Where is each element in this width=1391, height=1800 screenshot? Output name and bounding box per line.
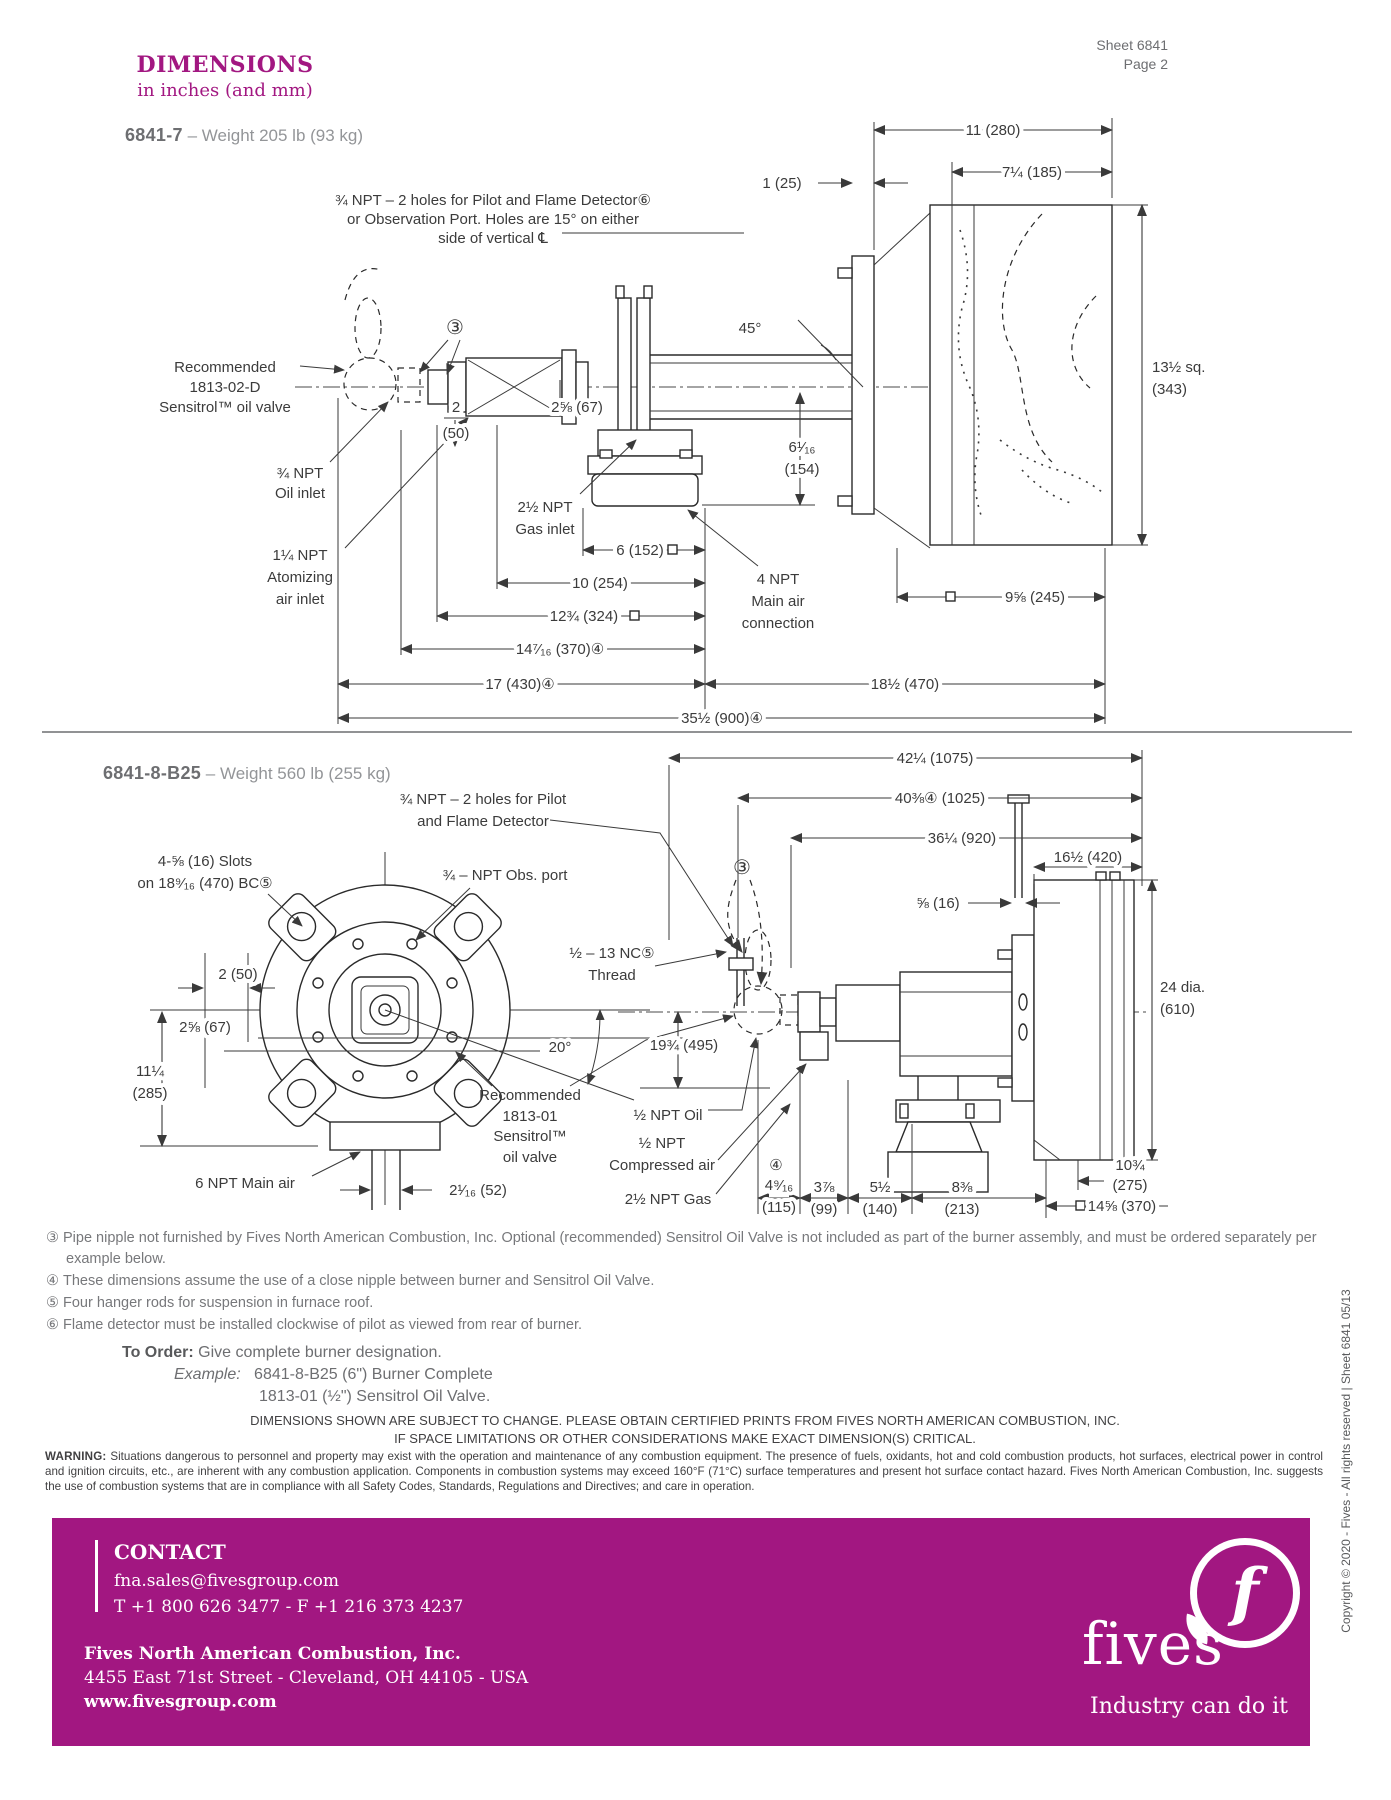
footnote-4-text: These dimensions assume the use of a close nipple between burner and Sensitrol Oil Valve. — [63, 1273, 655, 1289]
d1-dim-11: 11 (280) — [965, 122, 1021, 139]
d2-note3-marker: ③ — [733, 857, 751, 879]
d2-dim-14-58: 14⅝ (370) — [1087, 1198, 1157, 1215]
gas-train — [588, 430, 702, 506]
d1-dim-154: (154) — [784, 461, 820, 478]
d2-dim-3-78: 3⅞ — [813, 1179, 835, 1196]
d1-pilot-note-line2: or Observation Port. Holes are 15° on either — [347, 211, 639, 228]
drawing1-title — [125, 125, 363, 146]
d2-dim-2-116: 2¹⁄₁₆ (52) — [449, 1182, 507, 1199]
order-line — [122, 1342, 922, 1364]
d1-recommended-line3: Sensitrol™ oil valve — [159, 399, 291, 416]
change-notice-line1: DIMENSIONS SHOWN ARE SUBJECT TO CHANGE. PLEASE OBTAIN CERTIFIED PRINTS FROM FIVES NORTH AMERICAN COMBUSTION, INC. — [250, 1413, 1120, 1428]
footnote-6 — [46, 1315, 1362, 1336]
footnote-6-marker: ⑥ — [46, 1317, 59, 1333]
contact-email[interactable]: fna.sales@fivesgroup.com — [114, 1571, 339, 1591]
footnote-3-marker: ③ — [46, 1230, 59, 1246]
pedestal-2 — [888, 1076, 1000, 1192]
d2-thread-line1: ½ – 13 NC⑤ — [569, 945, 655, 962]
d2-dim-140: (140) — [862, 1201, 898, 1218]
contact-accent-bar — [95, 1540, 98, 1612]
contact-phone: T +1 800 626 3477 - F +1 216 373 4237 — [114, 1597, 464, 1617]
d1-dim-50: (50) — [442, 425, 470, 442]
d2-recommended-line3: Sensitrol™ — [493, 1128, 567, 1145]
d2-dim-11-14-line2: (285) — [132, 1085, 168, 1102]
d1-dim-6-116: 6¹⁄₁₆ — [788, 439, 816, 456]
d1-atomizing-line2: Atomizing — [267, 569, 333, 586]
d1-atomizing-line1: 1¼ NPT — [272, 547, 328, 564]
d1-pilot-note-line3: side of vertical ℄ — [438, 230, 548, 247]
d2-dim-19-34: 19¾ (495) — [649, 1037, 719, 1054]
d2-dim-5-12: 5½ — [869, 1179, 891, 1196]
warning-label: WARNING: — [45, 1450, 107, 1463]
d2-recommended-line1: Recommended — [479, 1087, 581, 1104]
drawing-6841-8-B25 — [132, 750, 1205, 1218]
order-example-label: Example: — [174, 1366, 241, 1383]
d2-obs-port-label: ¾ – NPT Obs. port — [442, 867, 568, 884]
sheet-reference — [968, 36, 1168, 74]
d1-dim-sq-line2: (343) — [1152, 381, 1188, 398]
d1-dim-6: 6 (152) — [616, 542, 664, 559]
mounting-plate — [798, 213, 930, 548]
page-title: DIMENSIONS — [136, 52, 314, 78]
d2-dim-4-916: 4⁹⁄₁₆ — [764, 1177, 794, 1194]
d1-dim-17: 17 (430)④ — [485, 676, 555, 693]
d1-dim-2: 2 — [451, 399, 461, 416]
order-text: Give complete burner designation. — [198, 1344, 442, 1361]
d2-angle-20: 20° — [548, 1039, 572, 1056]
page-subtitle: in inches (and mm) — [137, 80, 313, 101]
warning-text: Situations dangerous to personnel and property may exist with the operation and maintenance of any combustion equipment. The presence of fuels, oxidants, hot and cold combustion products, hot surfaces, electrical power in control and ignition circuits, etc., are inherent with any combustion application. Components in combustion systems may exceed 160°F (71°C) surface temperatures and present hot surface contact hazard. Fives North American Combustion, Inc. suggests the use of combustion systems that are in compliance with all Safety Codes, Standards, Regulations and Directives; and care in operation. — [45, 1450, 1323, 1493]
footnote-4-marker: ④ — [46, 1273, 59, 1289]
company-block — [84, 1642, 528, 1714]
page-number: Page 2 — [1123, 56, 1168, 72]
footnote-5 — [46, 1293, 1362, 1314]
d1-recommended-line1: Recommended — [174, 359, 276, 376]
footnote-6-text: Flame detector must be installed clockwise of pilot as viewed from rear of burner. — [63, 1317, 583, 1333]
drawing2-model: 6841-8-B25 — [103, 763, 202, 783]
footnotes — [46, 1228, 1362, 1337]
d2-dim-8-38: 8⅜ — [951, 1179, 973, 1196]
d1-atomizing-line3: air inlet — [275, 591, 325, 608]
d2-dim-42-14: 42¼ (1075) — [896, 750, 974, 767]
d2-recommended-line4: oil valve — [502, 1149, 558, 1166]
fives-tagline: Industry can do it — [1090, 1694, 1288, 1719]
d2-dim-40-38: 40⅜④ (1025) — [894, 790, 986, 807]
fives-logo-f: f — [1231, 1555, 1259, 1630]
contact-heading: CONTACT — [114, 1540, 226, 1564]
d1-gas-inlet-line1: 2½ NPT — [517, 499, 573, 516]
oil-valve-dashed — [344, 269, 420, 410]
change-notice — [20, 1412, 1350, 1448]
d2-dim-115: (115) — [762, 1199, 796, 1216]
footnote-5-text: Four hanger rods for suspension in furnace roof. — [63, 1295, 374, 1311]
footnote-3-text: Pipe nipple not furnished by Fives North American Combustion, Inc. Optional (recommended) Sensitrol Oil Valve is not included as part of the burner assembly, and must be ordered separately per example below. — [63, 1230, 1317, 1267]
d2-pilot-line2: and Flame Detector — [417, 813, 549, 830]
d2-pilot-line1: ¾ NPT – 2 holes for Pilot — [399, 791, 567, 808]
d1-oil-inlet-line2: Oil inlet — [274, 485, 326, 502]
d2-compressed-line2: Compressed air — [609, 1157, 715, 1174]
d2-dim-99: (99) — [810, 1201, 838, 1218]
burner-block-2 — [1034, 872, 1134, 1160]
drawing-6841-7 — [159, 118, 1205, 727]
d1-main-air-line3: connection — [741, 615, 815, 632]
d1-recommended-line2: 1813-02-D — [189, 379, 261, 396]
d1-dim-14-716: 14⁷⁄₁₆ (370)④ — [515, 641, 605, 658]
d2-note4-marker: ④ — [769, 1157, 783, 1174]
drawing1-weight: – Weight 205 lb (93 kg) — [187, 126, 364, 145]
order-section — [122, 1342, 922, 1408]
d1-oil-inlet-line1: ¾ NPT — [276, 465, 324, 482]
d2-gas-label: 2½ NPT Gas — [624, 1191, 712, 1208]
d2-dim-2: 2 (50) — [218, 966, 258, 983]
d1-gas-inlet-line2: Gas inlet — [515, 521, 575, 538]
d1-dim-10: 10 (254) — [572, 575, 628, 592]
d2-dim-58: ⅝ (16) — [916, 895, 960, 912]
footnote-3 — [46, 1228, 1362, 1270]
warning-paragraph — [45, 1450, 1323, 1494]
d2-dim-24-line1: 24 dia. — [1160, 979, 1206, 996]
d2-slots-line2: on 18⁹⁄₁₆ (470) BC⑤ — [137, 875, 273, 892]
order-label: To Order: — [122, 1344, 194, 1361]
order-example-line1 — [122, 1364, 922, 1386]
d1-dim-9-58: 9⅝ (245) — [1004, 589, 1066, 606]
furnace-block — [930, 205, 1112, 545]
d1-dim-18-12: 18½ (470) — [870, 676, 940, 693]
d1-dim-35-12: 35½ (900)④ — [681, 710, 763, 727]
d1-main-air-line1: 4 NPT — [756, 571, 800, 588]
d1-note3-marker: ③ — [446, 317, 464, 339]
d1-dim-2-58: 2⅝ (67) — [551, 399, 603, 416]
d1-dim-sq-line1: 13½ sq. — [1152, 359, 1206, 376]
order-example-item1: 6841-8-B25 (6") Burner Complete — [254, 1366, 493, 1383]
company-website[interactable]: www.fivesgroup.com — [84, 1692, 277, 1712]
d2-recommended-line2: 1813-01 — [502, 1108, 558, 1125]
fives-wordmark: fives — [1082, 1610, 1224, 1678]
hanger-rod — [1008, 795, 1029, 898]
d2-oil-label: ½ NPT Oil — [633, 1107, 703, 1124]
d1-main-air-line2: Main air — [751, 593, 805, 610]
d1-dim-12-34: 12¾ (324) — [549, 608, 619, 625]
d2-dim-24-line2: (610) — [1160, 1001, 1196, 1018]
d2-dim-10-34-line1: 10¾ — [1115, 1157, 1145, 1174]
d2-dim-36-14: 36¼ (920) — [927, 830, 997, 847]
d2-dim-213: (213) — [944, 1201, 980, 1218]
footer-band — [52, 1518, 1310, 1746]
copyright-sidebar: Copyright © 2020 - Fives - All rights reserved | Sheet 6841 05/13 — [1339, 1289, 1353, 1633]
footnote-4 — [46, 1271, 1362, 1292]
d1-dim-7-14: 7¼ (185) — [1001, 164, 1063, 181]
d2-thread-line2: Thread — [588, 967, 636, 984]
drawing1-model: 6841-7 — [125, 125, 183, 145]
order-example-item2: 1813-01 (½") Sensitrol Oil Valve. — [259, 1388, 491, 1405]
sheet-number: Sheet 6841 — [1096, 37, 1168, 53]
d1-pilot-note-line1: ¾ NPT – 2 holes for Pilot and Flame Detector⑥ — [335, 192, 651, 209]
d2-dim-16-12: 16½ (420) — [1053, 849, 1123, 866]
drawing2-title — [103, 763, 391, 784]
company-address: 4455 East 71st Street - Cleveland, OH 44105 - USA — [84, 1668, 529, 1688]
footnote-5-marker: ⑤ — [46, 1295, 59, 1311]
d1-angle-45: 45° — [738, 320, 762, 337]
order-example-line2 — [122, 1386, 922, 1408]
d2-main-air-label: 6 NPT Main air — [195, 1175, 295, 1192]
d2-compressed-line1: ½ NPT — [638, 1135, 686, 1152]
d2-dim-2-58: 2⅝ (67) — [179, 1019, 231, 1036]
burner-body-2 — [798, 972, 1012, 1076]
d2-dim-11-14-line1: 11¼ — [135, 1063, 165, 1080]
d2-dim-10-34-line2: (275) — [1112, 1177, 1148, 1194]
drawing2-weight: – Weight 560 lb (255 kg) — [205, 764, 391, 783]
change-notice-line2: IF SPACE LIMITATIONS OR OTHER CONSIDERATIONS MAKE EXACT DIMENSION(S) CRITICAL. — [394, 1431, 976, 1446]
d1-dim-1: 1 (25) — [762, 175, 802, 192]
company-name: Fives North American Combustion, Inc. — [84, 1644, 461, 1664]
d2-slots-line1: 4-⅝ (16) Slots — [157, 853, 253, 870]
